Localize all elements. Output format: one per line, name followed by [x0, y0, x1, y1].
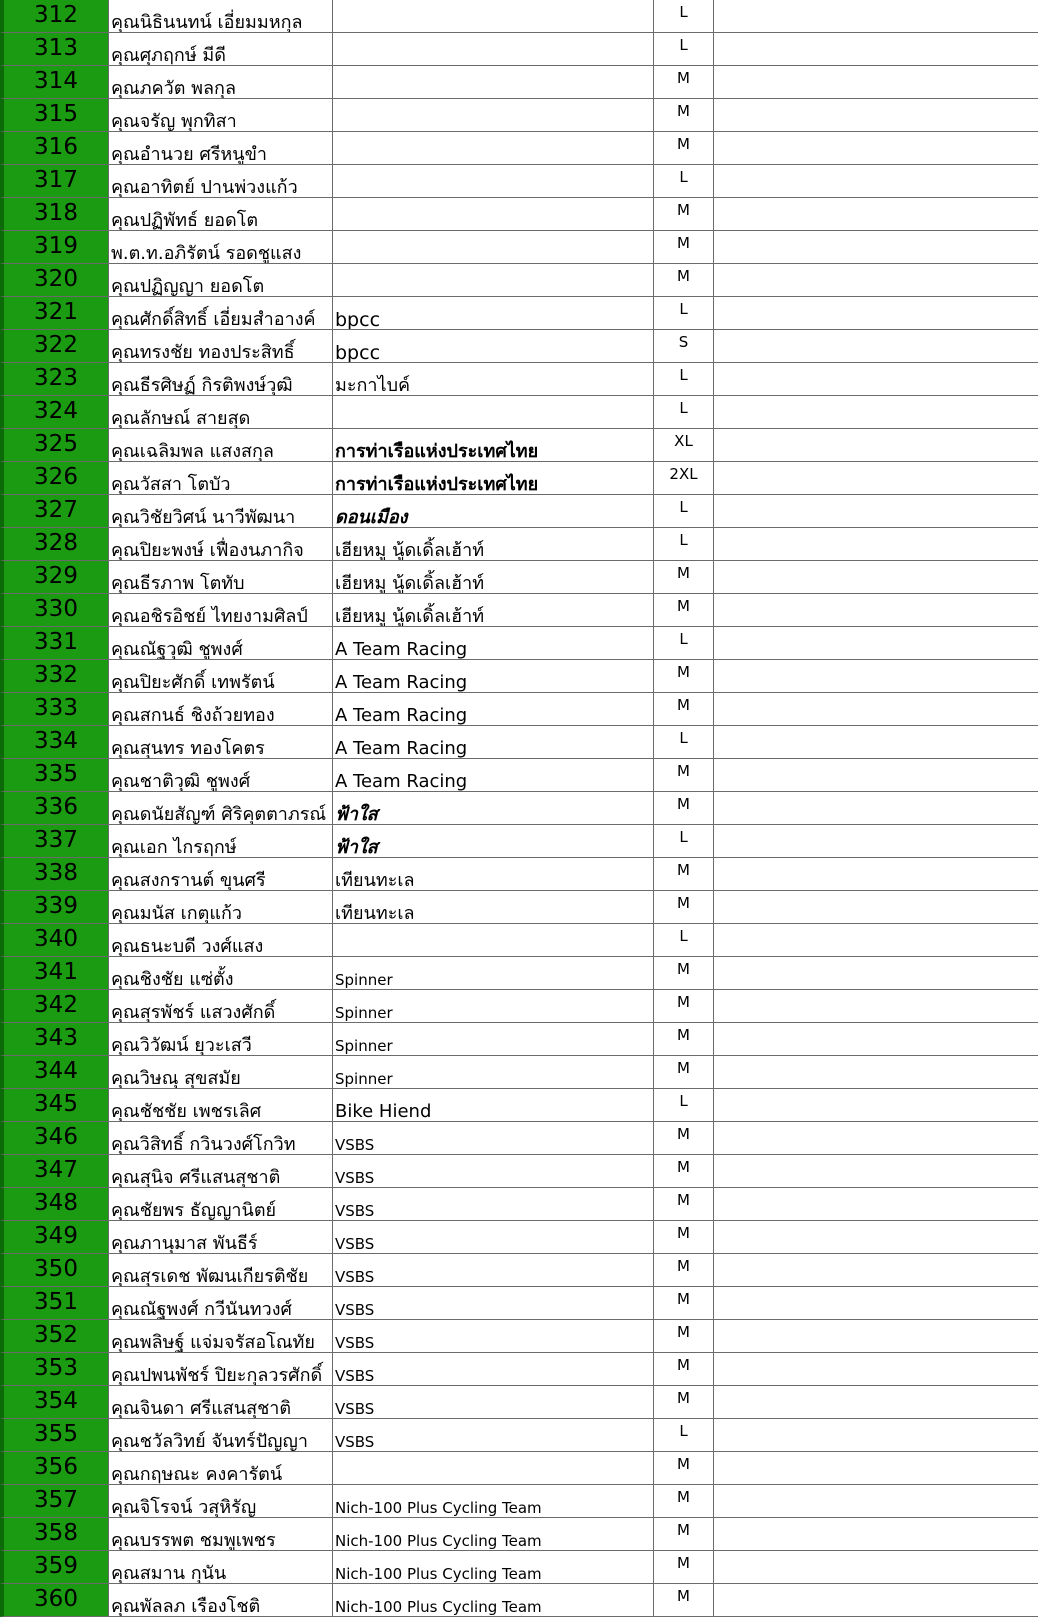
table-row	[0, 1188, 1038, 1221]
team-cell[interactable]	[333, 264, 654, 297]
size-cell[interactable]: L	[654, 1419, 714, 1452]
number-cell[interactable]: 329	[0, 561, 109, 594]
team-cell[interactable]	[333, 165, 654, 198]
number-cell[interactable]: 337	[0, 825, 109, 858]
number-cell[interactable]: 317	[0, 165, 109, 198]
size-cell[interactable]: M	[654, 759, 714, 792]
team-cell[interactable]	[333, 132, 654, 165]
size-cell[interactable]: M	[654, 66, 714, 99]
number-cell[interactable]: 356	[0, 1452, 109, 1485]
number-cell[interactable]: 325	[0, 429, 109, 462]
empty-cell[interactable]	[714, 99, 1038, 132]
team-cell[interactable]: Spinner	[333, 1056, 654, 1089]
number-cell[interactable]: 318	[0, 198, 109, 231]
size-cell[interactable]: M	[654, 132, 714, 165]
name-cell[interactable]: คุณปฏิญญา ยอดโต	[109, 264, 333, 297]
name-cell[interactable]: คุณศักดิ์สิทธิ์ เอี่ยมสำอางค์	[109, 297, 333, 330]
team-cell[interactable]: bpcc	[333, 330, 654, 363]
name-cell[interactable]: คุณปพนพัชร์ ปิยะกุลวรศักดิ์	[109, 1353, 333, 1386]
name-cell[interactable]: คุณจินดา ศรีแสนสุชาติ	[109, 1386, 333, 1419]
table-row	[0, 1386, 1038, 1419]
table-row	[0, 924, 1038, 957]
name-cell[interactable]: คุณวิวัฒน์ ยุวะเสวี	[109, 1023, 333, 1056]
number-cell[interactable]: 334	[0, 726, 109, 759]
team-cell[interactable]	[333, 231, 654, 264]
name-cell[interactable]: คุณวิษณุ สุขสมัย	[109, 1056, 333, 1089]
name-cell[interactable]: คุณอชิรอิชย์ ไทยงามศิลป์	[109, 594, 333, 627]
number-cell[interactable]: 351	[0, 1287, 109, 1320]
team-cell[interactable]: Nich-100 Plus Cycling Team	[333, 1551, 654, 1584]
table-row	[0, 1056, 1038, 1089]
team-cell[interactable]: A Team Racing	[333, 627, 654, 660]
empty-cell[interactable]	[714, 957, 1038, 990]
team-cell[interactable]: VSBS	[333, 1254, 654, 1287]
size-cell[interactable]: M	[654, 792, 714, 825]
name-cell[interactable]: คุณสมาน กุนัน	[109, 1551, 333, 1584]
table-row	[0, 1518, 1038, 1551]
name-cell[interactable]: คุณภานุมาส พันธีร์	[109, 1221, 333, 1254]
team-cell[interactable]	[333, 33, 654, 66]
number-cell[interactable]: 315	[0, 99, 109, 132]
name-cell[interactable]: คุณวิชัยวิศน์ นาวีพัฒนา	[109, 495, 333, 528]
name-cell[interactable]: คุณพัลลภ เรืองโชติ	[109, 1584, 333, 1617]
empty-cell[interactable]	[714, 594, 1038, 627]
table-row	[0, 264, 1038, 297]
table-row	[0, 1584, 1038, 1617]
table-row	[0, 891, 1038, 924]
name-cell[interactable]: คุณปิยะพงษ์ เฟื่องนภากิจ	[109, 528, 333, 561]
team-cell[interactable]	[333, 396, 654, 429]
empty-cell[interactable]	[714, 1419, 1038, 1452]
empty-cell[interactable]	[714, 231, 1038, 264]
size-cell[interactable]: L	[654, 363, 714, 396]
size-cell[interactable]: L	[654, 627, 714, 660]
table-row	[0, 957, 1038, 990]
table-row	[0, 396, 1038, 429]
name-cell[interactable]: คุณภควัต พลกุล	[109, 66, 333, 99]
size-cell[interactable]: M	[654, 1023, 714, 1056]
team-cell[interactable]: VSBS	[333, 1320, 654, 1353]
size-cell[interactable]: L	[654, 924, 714, 957]
size-cell[interactable]: M	[654, 1485, 714, 1518]
table-row	[0, 231, 1038, 264]
name-cell[interactable]: คุณมนัส เกตุแก้ว	[109, 891, 333, 924]
team-cell[interactable]	[333, 99, 654, 132]
size-cell[interactable]: M	[654, 1386, 714, 1419]
number-cell[interactable]: 333	[0, 693, 109, 726]
empty-cell[interactable]	[714, 66, 1038, 99]
size-cell[interactable]: M	[654, 1353, 714, 1386]
empty-cell[interactable]	[714, 1518, 1038, 1551]
table-row	[0, 660, 1038, 693]
name-cell[interactable]: คุณจิโรจน์ วสุหิรัญ	[109, 1485, 333, 1518]
empty-cell[interactable]	[714, 1287, 1038, 1320]
table-row	[0, 1485, 1038, 1518]
team-cell[interactable]: เทียนทะเล	[333, 891, 654, 924]
team-cell[interactable]: ดอนเมือง	[333, 495, 654, 528]
empty-cell[interactable]	[714, 561, 1038, 594]
size-cell[interactable]: L	[654, 165, 714, 198]
name-cell[interactable]: คุณสกนธ์ ชิงถ้วยทอง	[109, 693, 333, 726]
team-cell[interactable]: VSBS	[333, 1122, 654, 1155]
size-cell[interactable]: L	[654, 297, 714, 330]
name-cell[interactable]: คุณอำนวย ศรีหนูขำ	[109, 132, 333, 165]
size-cell[interactable]: L	[654, 396, 714, 429]
empty-cell[interactable]	[714, 1188, 1038, 1221]
empty-cell[interactable]	[714, 363, 1038, 396]
team-cell[interactable]: เฮียหมู นู้ดเดิ้ลเฮ้าท์	[333, 528, 654, 561]
table-row	[0, 1155, 1038, 1188]
name-cell[interactable]: คุณทรงชัย ทองประสิทธิ์	[109, 330, 333, 363]
number-cell[interactable]: 312	[0, 0, 109, 33]
empty-cell[interactable]	[714, 132, 1038, 165]
size-cell[interactable]: M	[654, 1056, 714, 1089]
table-row	[0, 1089, 1038, 1122]
number-cell[interactable]: 341	[0, 957, 109, 990]
name-cell[interactable]: คุณจรัญ พุกทิสา	[109, 99, 333, 132]
number-cell[interactable]: 327	[0, 495, 109, 528]
table-row	[0, 429, 1038, 462]
number-cell[interactable]: 346	[0, 1122, 109, 1155]
name-cell[interactable]: คุณชัชชัย เพชรเลิศ	[109, 1089, 333, 1122]
table-row	[0, 1122, 1038, 1155]
team-cell[interactable]: Spinner	[333, 1023, 654, 1056]
table-row	[0, 99, 1038, 132]
empty-cell[interactable]	[714, 396, 1038, 429]
empty-cell[interactable]	[714, 1056, 1038, 1089]
size-cell[interactable]: M	[654, 1584, 714, 1617]
empty-cell[interactable]	[714, 0, 1038, 33]
number-cell[interactable]: 347	[0, 1155, 109, 1188]
number-cell[interactable]: 340	[0, 924, 109, 957]
table-row	[0, 198, 1038, 231]
empty-cell[interactable]	[714, 1353, 1038, 1386]
size-cell[interactable]: M	[654, 1221, 714, 1254]
number-cell[interactable]: 319	[0, 231, 109, 264]
name-cell[interactable]: คุณธนะบดี วงศ์แสง	[109, 924, 333, 957]
empty-cell[interactable]	[714, 1023, 1038, 1056]
team-cell[interactable]: bpcc	[333, 297, 654, 330]
name-cell[interactable]: คุณสุรเดช พัฒนเกียรติชัย	[109, 1254, 333, 1287]
team-cell[interactable]: เทียนทะเล	[333, 858, 654, 891]
name-cell[interactable]: คุณชวัลวิทย์ จันทร์ปัญญา	[109, 1419, 333, 1452]
name-cell[interactable]: คุณสุนิจ ศรีแสนสุชาติ	[109, 1155, 333, 1188]
name-cell[interactable]: คุณอาทิตย์ ปานพ่วงแก้ว	[109, 165, 333, 198]
name-cell[interactable]: คุณเอก ไกรฤกษ์	[109, 825, 333, 858]
number-cell[interactable]: 316	[0, 132, 109, 165]
table-row	[0, 1254, 1038, 1287]
number-cell[interactable]: 344	[0, 1056, 109, 1089]
table-row	[0, 990, 1038, 1023]
name-cell[interactable]: คุณนิธินนทน์ เอี่ยมมหกุล	[109, 0, 333, 33]
team-cell[interactable]	[333, 0, 654, 33]
team-cell[interactable]: VSBS	[333, 1419, 654, 1452]
number-cell[interactable]: 331	[0, 627, 109, 660]
size-cell[interactable]: M	[654, 990, 714, 1023]
table-row	[0, 0, 1038, 33]
team-cell[interactable]: ฟ้าใส	[333, 792, 654, 825]
empty-cell[interactable]	[714, 726, 1038, 759]
table-row	[0, 561, 1038, 594]
name-cell[interactable]: คุณบรรพต ชมพูเพชร	[109, 1518, 333, 1551]
size-cell[interactable]: M	[654, 957, 714, 990]
empty-cell[interactable]	[714, 759, 1038, 792]
team-cell[interactable]: Bike Hiend	[333, 1089, 654, 1122]
name-cell[interactable]: คุณวัสสา โตบัว	[109, 462, 333, 495]
table-row	[0, 297, 1038, 330]
size-cell[interactable]: 2XL	[654, 462, 714, 495]
table-row	[0, 693, 1038, 726]
number-cell[interactable]: 320	[0, 264, 109, 297]
table-row	[0, 1452, 1038, 1485]
team-cell[interactable]: Spinner	[333, 990, 654, 1023]
team-cell[interactable]: VSBS	[333, 1287, 654, 1320]
size-cell[interactable]: M	[654, 1188, 714, 1221]
number-cell[interactable]: 348	[0, 1188, 109, 1221]
number-cell[interactable]: 332	[0, 660, 109, 693]
number-cell[interactable]: 328	[0, 528, 109, 561]
name-cell[interactable]: คุณณัฐวุฒิ ชูพงศ์	[109, 627, 333, 660]
table-row	[0, 825, 1038, 858]
table-row	[0, 528, 1038, 561]
name-cell[interactable]: คุณวิสิทธิ์ กวินวงศ์โกวิท	[109, 1122, 333, 1155]
empty-cell[interactable]	[714, 693, 1038, 726]
team-cell[interactable]: มะกาไบค์	[333, 363, 654, 396]
empty-cell[interactable]	[714, 792, 1038, 825]
name-cell[interactable]: คุณกฤษณะ คงคารัตน์	[109, 1452, 333, 1485]
number-cell[interactable]: 359	[0, 1551, 109, 1584]
team-cell[interactable]: Nich-100 Plus Cycling Team	[333, 1485, 654, 1518]
number-cell[interactable]: 330	[0, 594, 109, 627]
number-cell[interactable]: 335	[0, 759, 109, 792]
name-cell[interactable]: คุณปฏิพัทธ์ ยอดโต	[109, 198, 333, 231]
team-cell[interactable]: เฮียหมู นู้ดเดิ้ลเฮ้าท์	[333, 594, 654, 627]
number-cell[interactable]: 338	[0, 858, 109, 891]
team-cell[interactable]: A Team Racing	[333, 759, 654, 792]
empty-cell[interactable]	[714, 1485, 1038, 1518]
team-cell[interactable]: Nich-100 Plus Cycling Team	[333, 1518, 654, 1551]
size-cell[interactable]: M	[654, 858, 714, 891]
size-cell[interactable]: M	[654, 1287, 714, 1320]
team-cell[interactable]: VSBS	[333, 1353, 654, 1386]
name-cell[interactable]: คุณสุนทร ทองโคตร	[109, 726, 333, 759]
number-cell[interactable]: 352	[0, 1320, 109, 1353]
empty-cell[interactable]	[714, 495, 1038, 528]
size-cell[interactable]: L	[654, 825, 714, 858]
team-cell[interactable]	[333, 924, 654, 957]
table-row	[0, 1551, 1038, 1584]
size-cell[interactable]: M	[654, 231, 714, 264]
table-row	[0, 627, 1038, 660]
table-row	[0, 858, 1038, 891]
table-row	[0, 165, 1038, 198]
size-cell[interactable]: S	[654, 330, 714, 363]
size-cell[interactable]: M	[654, 1320, 714, 1353]
empty-cell[interactable]	[714, 1254, 1038, 1287]
table-row	[0, 33, 1038, 66]
number-cell[interactable]: 350	[0, 1254, 109, 1287]
empty-cell[interactable]	[714, 429, 1038, 462]
number-cell[interactable]: 314	[0, 66, 109, 99]
number-cell[interactable]: 354	[0, 1386, 109, 1419]
size-cell[interactable]: M	[654, 693, 714, 726]
number-cell[interactable]: 360	[0, 1584, 109, 1617]
table-row	[0, 594, 1038, 627]
number-cell[interactable]: 342	[0, 990, 109, 1023]
table-row	[0, 792, 1038, 825]
team-cell[interactable]	[333, 198, 654, 231]
empty-cell[interactable]	[714, 924, 1038, 957]
size-cell[interactable]: M	[654, 660, 714, 693]
size-cell[interactable]: M	[654, 1254, 714, 1287]
size-cell[interactable]: M	[654, 1518, 714, 1551]
team-cell[interactable]	[333, 66, 654, 99]
size-cell[interactable]: L	[654, 495, 714, 528]
size-cell[interactable]: M	[654, 891, 714, 924]
name-cell[interactable]: คุณชัยพร ธัญญานิตย์	[109, 1188, 333, 1221]
number-cell[interactable]: 326	[0, 462, 109, 495]
table-row	[0, 1320, 1038, 1353]
team-cell[interactable]: VSBS	[333, 1386, 654, 1419]
size-cell[interactable]: M	[654, 561, 714, 594]
empty-cell[interactable]	[714, 990, 1038, 1023]
empty-cell[interactable]	[714, 891, 1038, 924]
team-cell[interactable]: A Team Racing	[333, 726, 654, 759]
number-cell[interactable]: 323	[0, 363, 109, 396]
empty-cell[interactable]	[714, 462, 1038, 495]
size-cell[interactable]: XL	[654, 429, 714, 462]
empty-cell[interactable]	[714, 1386, 1038, 1419]
team-cell[interactable]: การท่าเรือแห่งประเทศไทย	[333, 429, 654, 462]
table-row	[0, 363, 1038, 396]
team-cell[interactable]: VSBS	[333, 1188, 654, 1221]
name-cell[interactable]: คุณชิงชัย แซ่ตั้ง	[109, 957, 333, 990]
number-cell[interactable]: 336	[0, 792, 109, 825]
number-cell[interactable]: 343	[0, 1023, 109, 1056]
table-row	[0, 1419, 1038, 1452]
number-cell[interactable]: 358	[0, 1518, 109, 1551]
name-cell[interactable]: คุณเฉลิมพล แสงสกุล	[109, 429, 333, 462]
number-cell[interactable]: 355	[0, 1419, 109, 1452]
size-cell[interactable]: M	[654, 1155, 714, 1188]
name-cell[interactable]: พ.ต.ท.อภิรัตน์ รอดชูแสง	[109, 231, 333, 264]
empty-cell[interactable]	[714, 1584, 1038, 1617]
number-cell[interactable]: 349	[0, 1221, 109, 1254]
size-cell[interactable]: M	[654, 1551, 714, 1584]
number-cell[interactable]: 357	[0, 1485, 109, 1518]
table-row	[0, 132, 1038, 165]
empty-cell[interactable]	[714, 198, 1038, 231]
empty-cell[interactable]	[714, 825, 1038, 858]
size-cell[interactable]: L	[654, 528, 714, 561]
number-cell[interactable]: 322	[0, 330, 109, 363]
size-cell[interactable]: L	[654, 0, 714, 33]
size-cell[interactable]: M	[654, 1452, 714, 1485]
number-cell[interactable]: 324	[0, 396, 109, 429]
name-cell[interactable]: คุณสุรพัชร์ แสวงศักดิ์	[109, 990, 333, 1023]
name-cell[interactable]: คุณศุภฤกษ์ มีดี	[109, 33, 333, 66]
empty-cell[interactable]	[714, 528, 1038, 561]
table-row	[0, 462, 1038, 495]
size-cell[interactable]: L	[654, 726, 714, 759]
empty-cell[interactable]	[714, 297, 1038, 330]
number-cell[interactable]: 353	[0, 1353, 109, 1386]
team-cell[interactable]: การท่าเรือแห่งประเทศไทย	[333, 462, 654, 495]
number-cell[interactable]: 321	[0, 297, 109, 330]
table-row	[0, 330, 1038, 363]
size-cell[interactable]: L	[654, 1089, 714, 1122]
name-cell[interactable]: คุณดนัยสัญฑ์ ศิริคุตตาภรณ์	[109, 792, 333, 825]
empty-cell[interactable]	[714, 1452, 1038, 1485]
empty-cell[interactable]	[714, 1551, 1038, 1584]
table-row	[0, 1287, 1038, 1320]
table-row	[0, 759, 1038, 792]
empty-cell[interactable]	[714, 165, 1038, 198]
size-cell[interactable]: M	[654, 99, 714, 132]
name-cell[interactable]: คุณธีรภาพ โตทับ	[109, 561, 333, 594]
empty-cell[interactable]	[714, 1089, 1038, 1122]
empty-cell[interactable]	[714, 33, 1038, 66]
table-row	[0, 1353, 1038, 1386]
number-cell[interactable]: 313	[0, 33, 109, 66]
empty-cell[interactable]	[714, 1122, 1038, 1155]
name-cell[interactable]: คุณลักษณ์ สายสุด	[109, 396, 333, 429]
empty-cell[interactable]	[714, 660, 1038, 693]
empty-cell[interactable]	[714, 627, 1038, 660]
empty-cell[interactable]	[714, 1320, 1038, 1353]
team-cell[interactable]: VSBS	[333, 1221, 654, 1254]
name-cell[interactable]: คุณปิยะศักดิ์ เทพรัตน์	[109, 660, 333, 693]
name-cell[interactable]: คุณพลิษฐ์ แจ่มจรัสอโณทัย	[109, 1320, 333, 1353]
table-row	[0, 495, 1038, 528]
name-cell[interactable]: คุณชาติวุฒิ ชูพงศ์	[109, 759, 333, 792]
table-row	[0, 66, 1038, 99]
team-cell[interactable]: A Team Racing	[333, 660, 654, 693]
empty-cell[interactable]	[714, 858, 1038, 891]
table-row	[0, 1221, 1038, 1254]
team-cell[interactable]: เฮียหมู นู้ดเดิ้ลเฮ้าท์	[333, 561, 654, 594]
team-cell[interactable]: Nich-100 Plus Cycling Team	[333, 1584, 654, 1617]
name-cell[interactable]: คุณณัฐพงศ์ กวีนันทวงศ์	[109, 1287, 333, 1320]
team-cell[interactable]: Spinner	[333, 957, 654, 990]
number-cell[interactable]: 345	[0, 1089, 109, 1122]
team-cell[interactable]: ฟ้าใส	[333, 825, 654, 858]
table-row	[0, 726, 1038, 759]
team-cell[interactable]: VSBS	[333, 1155, 654, 1188]
team-cell[interactable]	[333, 1452, 654, 1485]
empty-cell[interactable]	[714, 1221, 1038, 1254]
name-cell[interactable]: คุณสงกรานต์ ขุนศรี	[109, 858, 333, 891]
size-cell[interactable]: M	[654, 594, 714, 627]
name-cell[interactable]: คุณธีรศิษฏ์ กิรติพงษ์วุฒิ	[109, 363, 333, 396]
empty-cell[interactable]	[714, 330, 1038, 363]
empty-cell[interactable]	[714, 1155, 1038, 1188]
table-row	[0, 1023, 1038, 1056]
number-cell[interactable]: 339	[0, 891, 109, 924]
empty-cell[interactable]	[714, 264, 1038, 297]
size-cell[interactable]: M	[654, 198, 714, 231]
team-cell[interactable]: A Team Racing	[333, 693, 654, 726]
size-cell[interactable]: M	[654, 264, 714, 297]
size-cell[interactable]: M	[654, 1122, 714, 1155]
size-cell[interactable]: L	[654, 33, 714, 66]
